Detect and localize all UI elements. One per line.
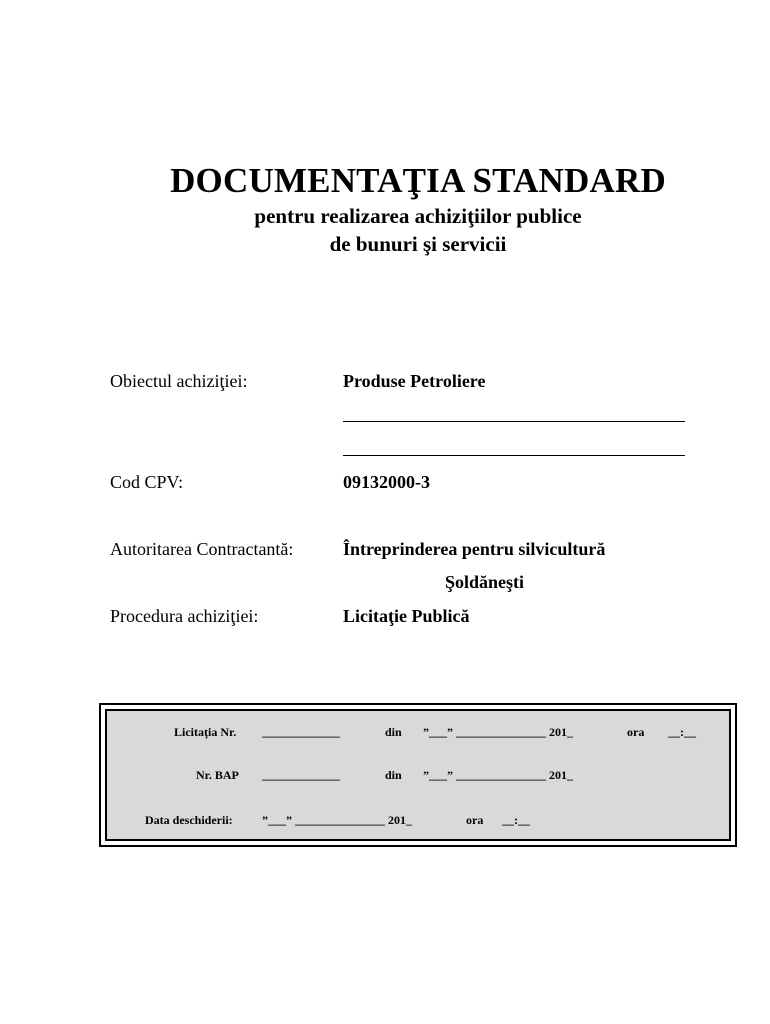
cpv-label: Cod CPV: bbox=[110, 472, 184, 492]
cpv-value: 09132000-3 bbox=[343, 472, 430, 492]
procedure-value: Licitaţie Publică bbox=[343, 606, 470, 626]
licitatia-label: Licitaţia Nr. bbox=[174, 725, 237, 739]
object-label: Obiectul achiziţiei: bbox=[110, 371, 248, 391]
object-blank-line-1 bbox=[343, 421, 685, 422]
object-value: Produse Petroliere bbox=[343, 371, 486, 391]
authority-value-line2: Şoldăneşti bbox=[445, 572, 525, 592]
registration-box bbox=[99, 703, 737, 847]
title-block bbox=[0, 160, 770, 258]
registration-box-inner bbox=[105, 709, 731, 841]
procedure-label: Procedura achiziţiei: bbox=[110, 606, 259, 626]
bap-din: din bbox=[385, 768, 402, 782]
document-subtitle-line2: de bunuri şi servicii bbox=[329, 232, 507, 256]
licitatia-ora: ora bbox=[627, 725, 645, 739]
licitatia-din: din bbox=[385, 725, 402, 739]
deschiderii-time-blank[interactable]: __:__ bbox=[502, 813, 530, 827]
licitatia-number-blank[interactable]: _____________ bbox=[262, 725, 340, 739]
bap-date-blank[interactable]: ”___” _______________ 201_ bbox=[423, 768, 573, 782]
licitatia-time-blank[interactable]: __:__ bbox=[668, 725, 696, 739]
authority-value-line1: Întreprinderea pentru silvicultură bbox=[343, 539, 606, 559]
authority-label: Autoritarea Contractantă: bbox=[110, 539, 294, 559]
document-title: DOCUMENTAŢIA STANDARD bbox=[170, 161, 666, 200]
deschiderii-date-blank[interactable]: ”___” _______________ 201_ bbox=[262, 813, 412, 827]
deschiderii-ora: ora bbox=[466, 813, 484, 827]
deschiderii-label: Data deschiderii: bbox=[145, 813, 233, 827]
document-subtitle-line1: pentru realizarea achiziţiilor publice bbox=[254, 204, 582, 228]
object-blank-line-2 bbox=[343, 455, 685, 456]
bap-label: Nr. BAP bbox=[196, 768, 239, 782]
bap-number-blank[interactable]: _____________ bbox=[262, 768, 340, 782]
licitatia-date-blank[interactable]: ”___” _______________ 201_ bbox=[423, 725, 573, 739]
